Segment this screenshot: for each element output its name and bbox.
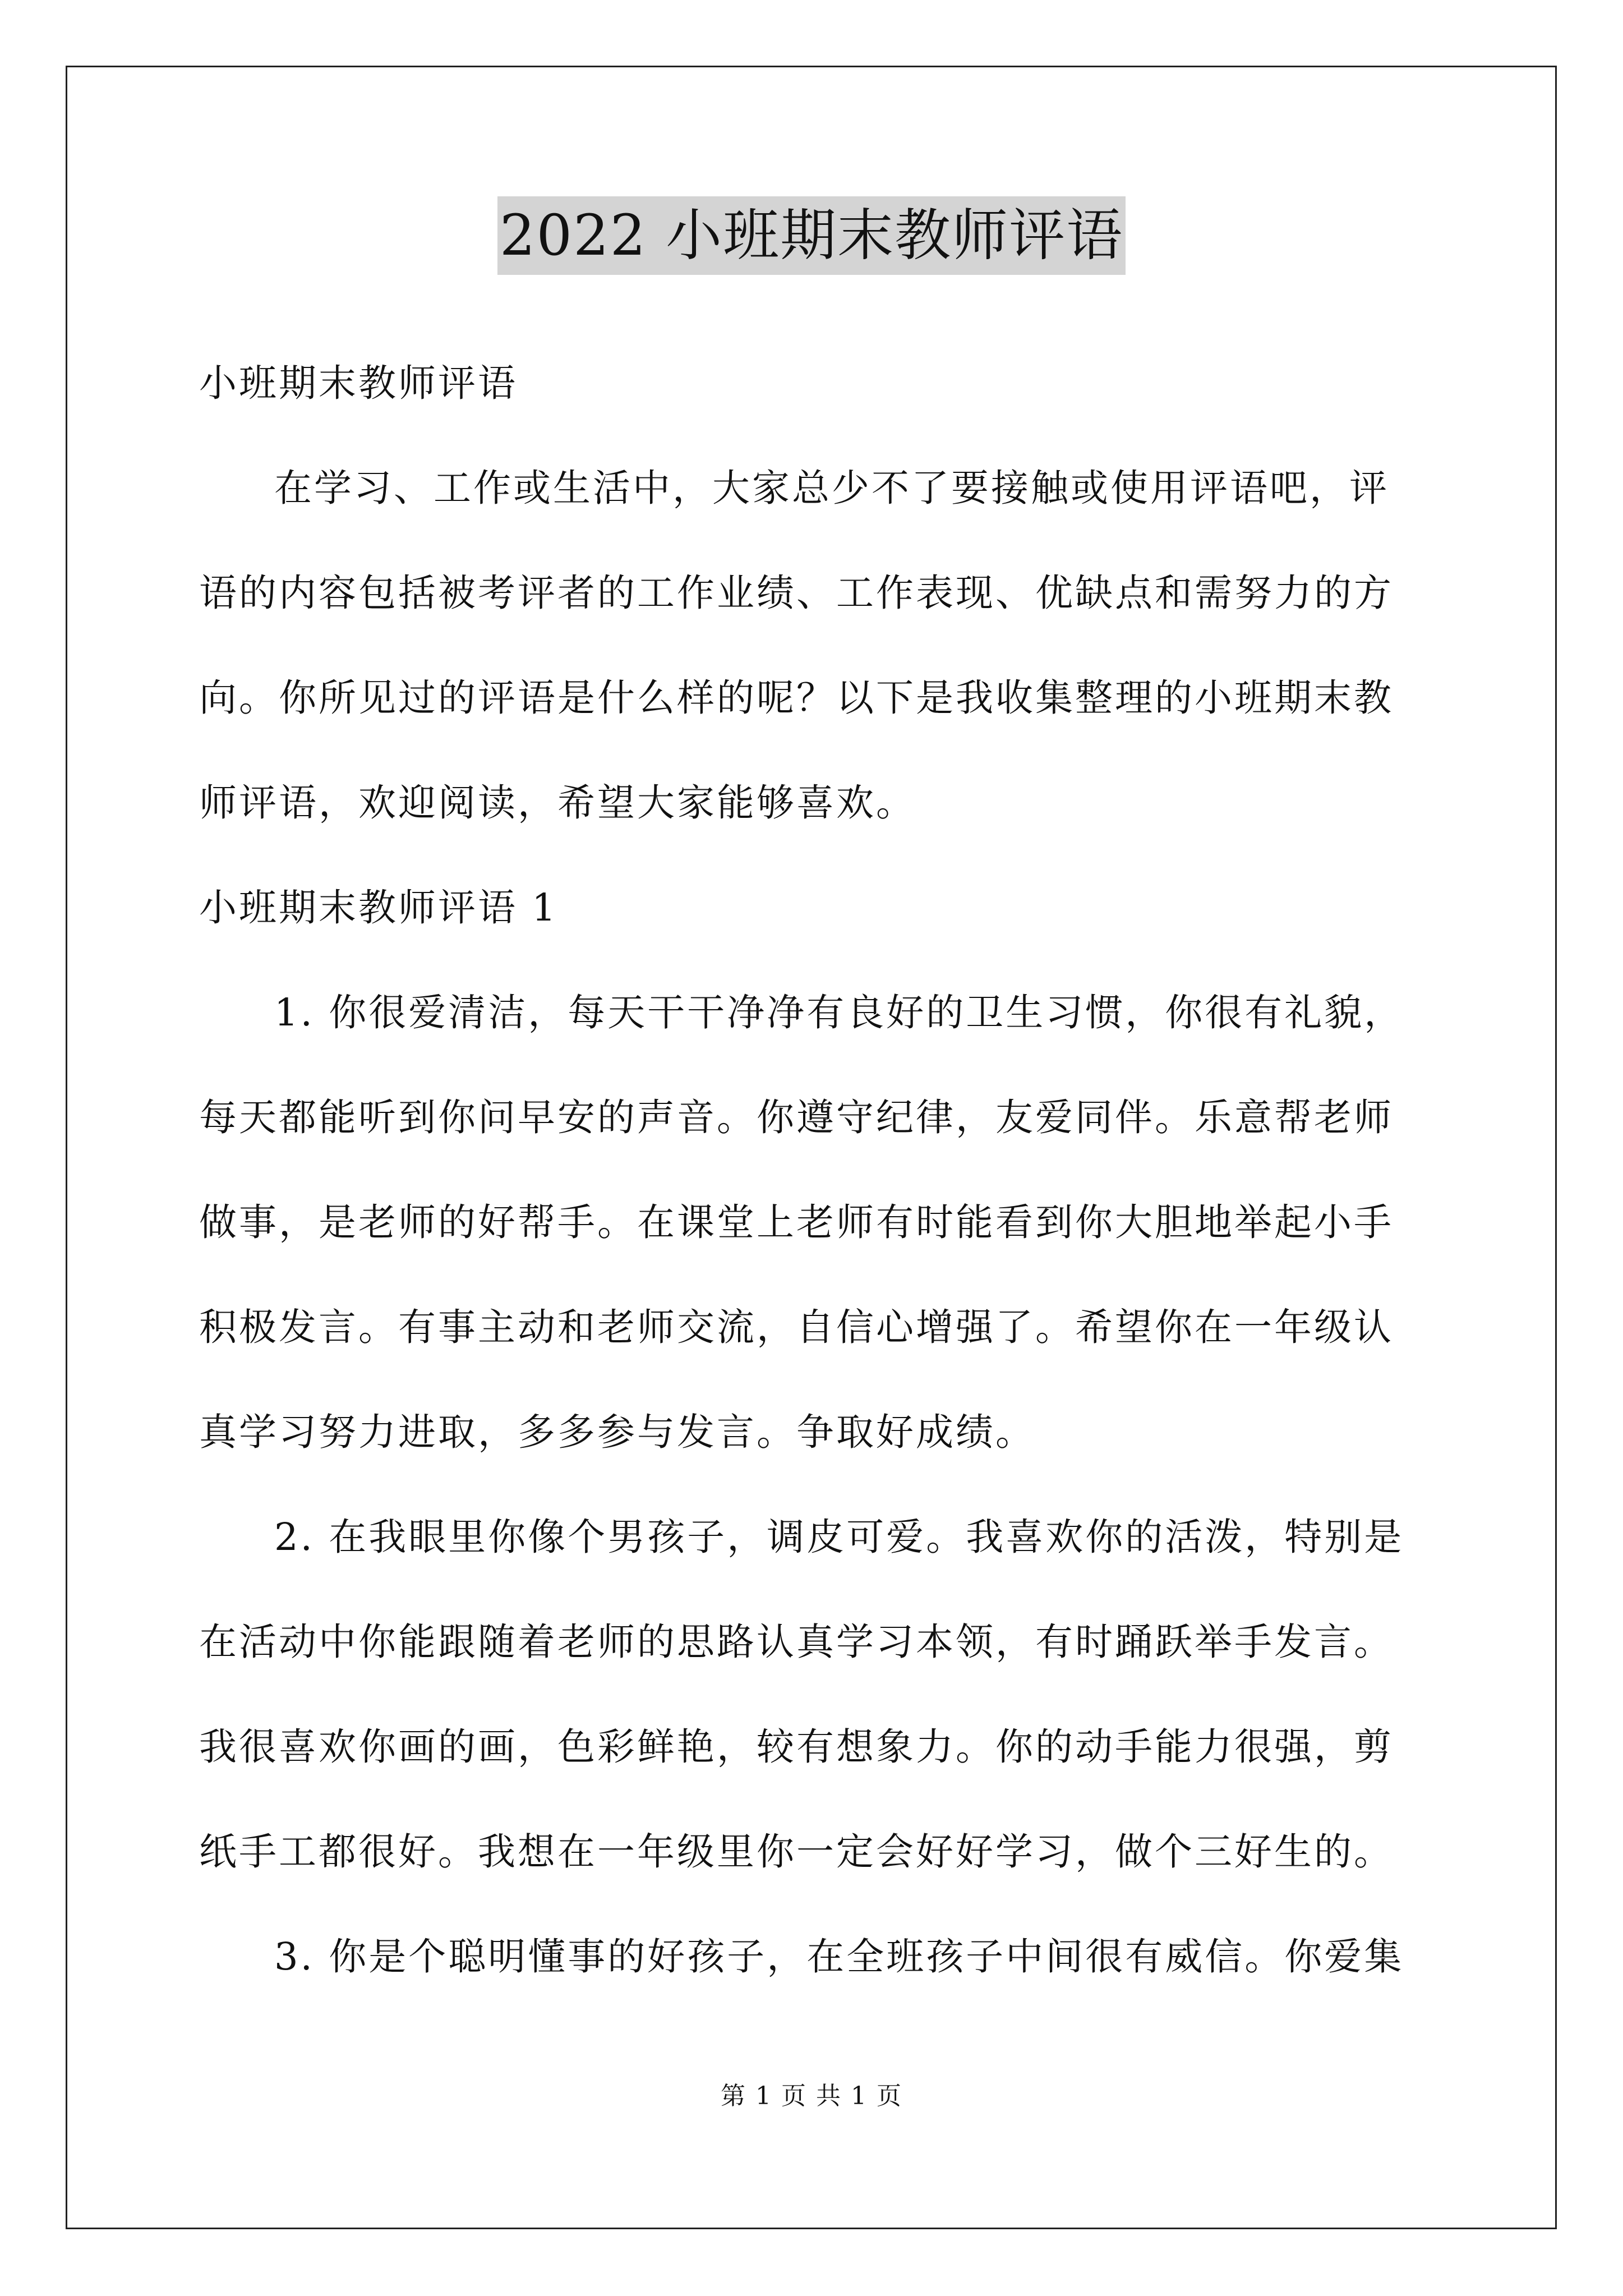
- paragraph-line: 在学习、工作或生活中，大家总少不了要接触或使用评语吧，评: [274, 466, 1389, 510]
- document-body: [199, 331, 1427, 2009]
- list-item-line: 3. 你是个聪明懂事的好孩子，在全班孩子中间很有威信。你爱集: [274, 1935, 1404, 1978]
- paragraph-line: 师评语，欢迎阅读，希望大家能够喜欢。: [199, 781, 916, 825]
- list-item-line: 2. 在我眼里你像个男孩子，调皮可爱。我喜欢你的活泼，特别是: [274, 1515, 1404, 1559]
- paragraph-line: 做事，是老师的好帮手。在课堂上老师有时能看到你大胆地举起小手: [199, 1200, 1394, 1244]
- title-container: [0, 196, 1623, 275]
- paragraph-line: 在活动中你能跟随着老师的思路认真学习本领，有时踊跃举手发言。: [199, 1620, 1394, 1664]
- document-title: 2022 小班期末教师评语: [497, 196, 1126, 275]
- paragraph-line: 积极发言。有事主动和老师交流，自信心增强了。希望你在一年级认: [199, 1305, 1394, 1349]
- paragraph-line: 真学习努力进取，多多参与发言。争取好成绩。: [199, 1410, 1035, 1454]
- page-footer: 第 1 页 共 1 页: [721, 2082, 902, 2110]
- section-heading: 小班期末教师评语 1: [199, 886, 558, 930]
- paragraph-line: 纸手工都很好。我想在一年级里你一定会好好学习，做个三好生的。: [199, 1830, 1394, 1874]
- paragraph-line: 我很喜欢你画的画，色彩鲜艳，较有想象力。你的动手能力很强，剪: [199, 1725, 1394, 1769]
- paragraph-line: 每天都能听到你问早安的声音。你遵守纪律，友爱同伴。乐意帮老师: [199, 1096, 1394, 1139]
- list-item-line: 1. 你很爱清洁，每天干干净净有良好的卫生习惯，你很有礼貌，: [274, 991, 1404, 1034]
- paragraph-line: 向。你所见过的评语是什么样的呢？以下是我收集整理的小班期末教: [199, 676, 1394, 720]
- section-heading: 小班期末教师评语: [199, 361, 518, 405]
- paragraph-line: 语的内容包括被考评者的工作业绩、工作表现、优缺点和需努力的方: [199, 571, 1394, 615]
